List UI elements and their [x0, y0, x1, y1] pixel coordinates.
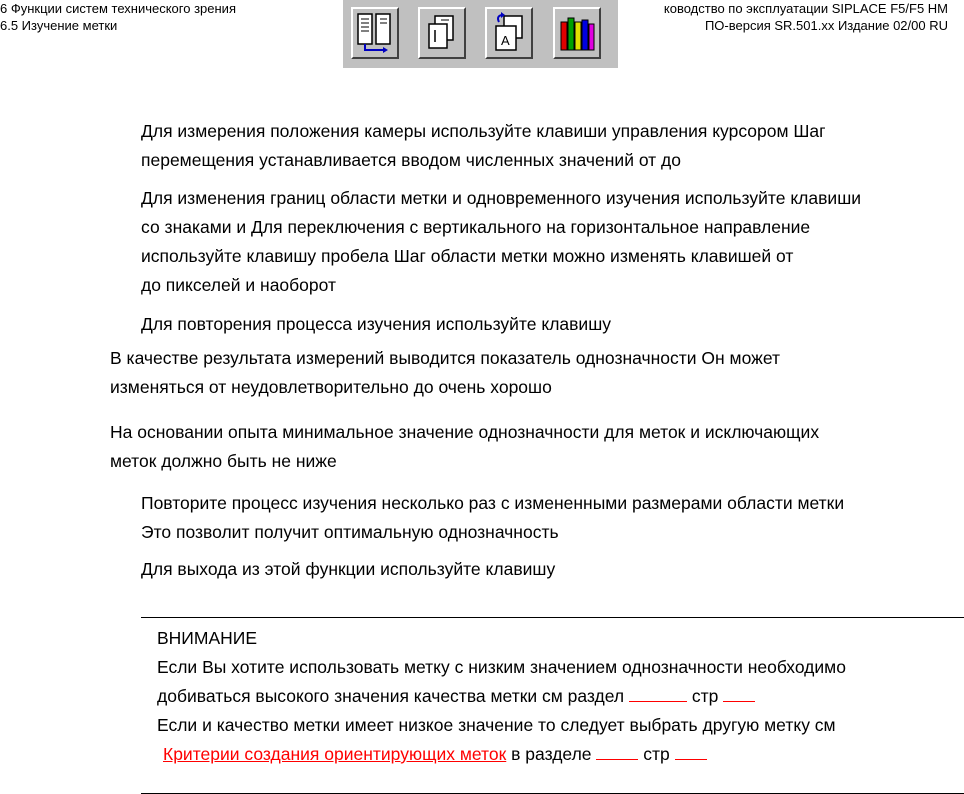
- page-reference-blank: [723, 687, 755, 702]
- chapter-title: 6 Функции систем технического зрения: [0, 1, 236, 16]
- note-line-1: Если Вы хотите использовать метку с низким значением однозначности необходимо: [157, 657, 846, 677]
- section-reference-blank-2: [596, 745, 638, 760]
- library-button[interactable]: [553, 7, 601, 59]
- software-version: ПО-версия SR.501.xx Издание 02/00 RU: [704, 18, 948, 33]
- criteria-link[interactable]: Критерии создания ориентирующих меток: [163, 744, 507, 764]
- svg-text:A: A: [501, 33, 510, 48]
- paragraph-uniqueness-result: В качестве результата измерений выводится показатель однозначности Он может изменяться от неудовлетворительно до очень хорошо: [110, 348, 780, 397]
- header-right: [664, 0, 948, 34]
- note-top-divider: [141, 617, 964, 618]
- navigation-toolbar: [343, 0, 618, 68]
- header-left: [0, 0, 236, 34]
- pages-icon: [423, 12, 461, 54]
- note-line-4: Критерии создания ориентирующих меток в разделе стр: [157, 740, 846, 769]
- paragraph-cursor-keys: Для измерения положения камеры используйте клавиши управления курсором Шаг перемещения устанавливается вводом численных значений от до: [141, 121, 826, 170]
- table-of-contents-icon: [356, 12, 394, 54]
- find-button[interactable]: [485, 7, 533, 59]
- note-line-2: добиваться высокого значения качества метки см раздел стр: [157, 682, 846, 711]
- toc-button[interactable]: [351, 7, 399, 59]
- search-document-icon: [490, 12, 528, 54]
- paragraph-minimum-uniqueness: На основании опыта минимальное значение однозначности для меток и исключающих меток должно быть не ниже: [110, 422, 820, 471]
- note-line-3: Если и качество метки имеет низкое значение то следует выбрать другую метку см: [157, 715, 836, 735]
- paragraph-exit-function: Для выхода из этой функции используйте клавишу: [141, 559, 556, 579]
- pages-button[interactable]: [418, 7, 466, 59]
- note-title: ВНИМАНИЕ: [157, 628, 258, 648]
- library-books-icon: [558, 12, 596, 54]
- paragraph-repeat-learning: Для повторения процесса изучения используйте клавишу: [141, 314, 611, 334]
- paragraph-area-borders: Для изменения границ области метки и одновременного изучения используйте клавиши со знаками и Для переключения с вертикального на горизонтальное направление используйте клавишу пробела Шаг области метки можно изменять клавишей от до пикселей и наоборот: [141, 188, 862, 295]
- paragraph-repeat-with-sizes: Повторите процесс изучения несколько раз с измененными размерами области метки Это позволит получит оптимальную однозначность: [141, 493, 845, 542]
- attention-note: [157, 624, 846, 769]
- page-reference-blank-2: [675, 745, 707, 760]
- manual-title: ководство по эксплуатации SIPLACE F5/F5 HM: [663, 1, 948, 16]
- section-reference-blank: [629, 687, 687, 702]
- section-title: 6.5 Изучение метки: [0, 18, 118, 33]
